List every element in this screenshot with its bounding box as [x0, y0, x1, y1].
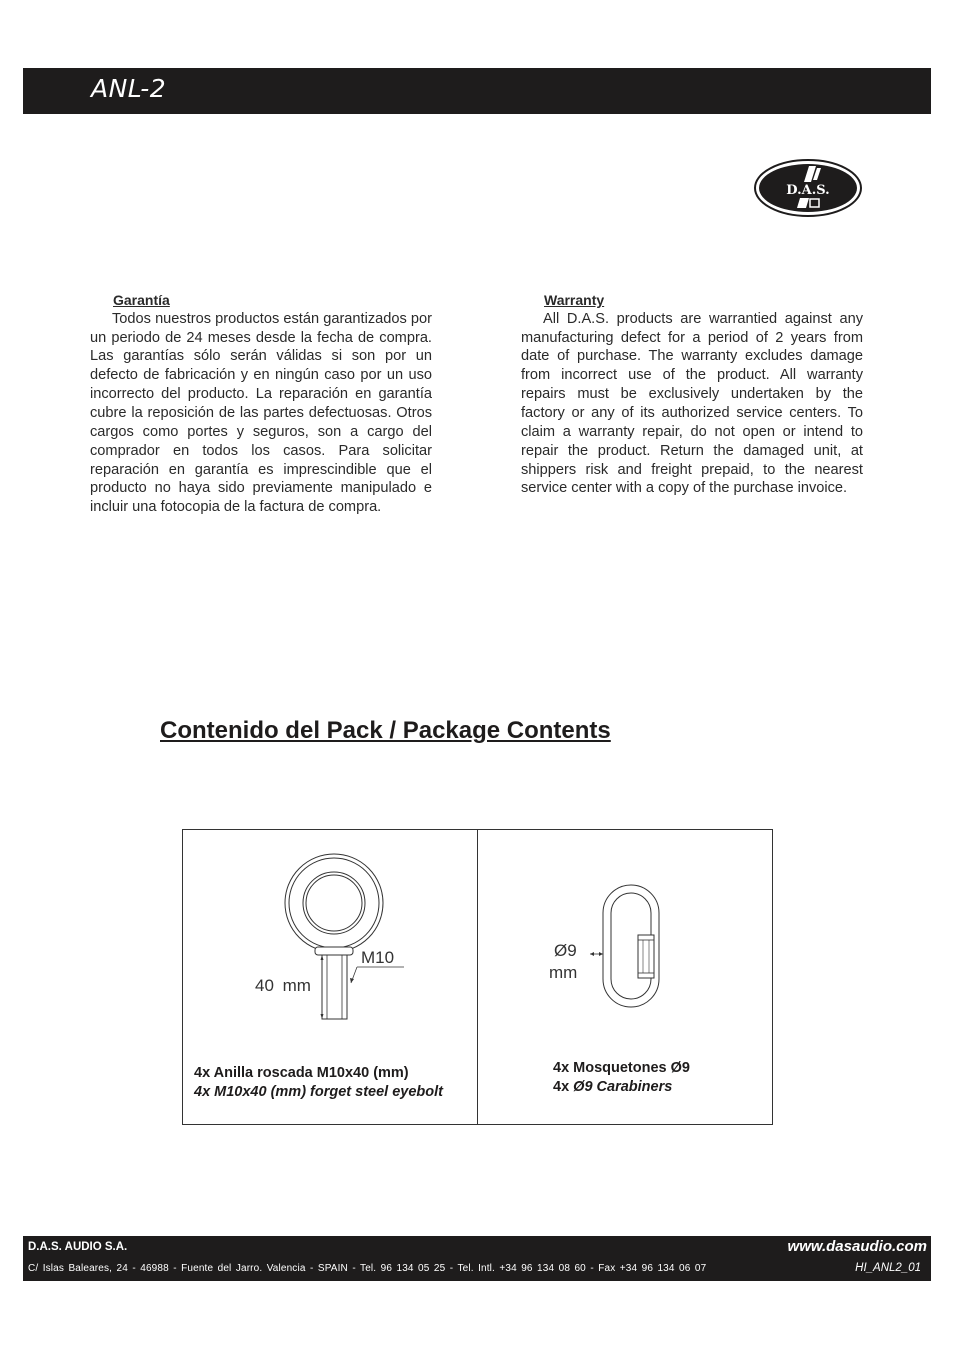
carabiner-drawing — [549, 880, 693, 1020]
length-label: 40 mm — [255, 976, 311, 995]
eyebolt-drawing — [247, 850, 417, 1030]
eyebolt-caption-en: 4x M10x40 (mm) forget steel eyebolt — [194, 1084, 444, 1100]
carabiner-caption — [553, 1059, 690, 1097]
package-contents-box — [182, 829, 773, 1125]
footer-company: D.A.S. AUDIO S.A. — [28, 1241, 128, 1253]
warranty-es-heading: Garantía — [113, 292, 170, 308]
thread-label: M10 — [361, 948, 395, 967]
warranty-es-section — [90, 291, 432, 517]
box-divider — [477, 830, 478, 1124]
logo-text: D.A.S. — [786, 183, 830, 198]
package-contents-title: Contenido del Pack / Package Contents — [160, 717, 611, 744]
page-title: ANL-2 — [91, 74, 167, 103]
warranty-en-section — [521, 291, 863, 498]
carabiner-caption-en — [553, 1078, 690, 1097]
warranty-en-heading: Warranty — [544, 292, 605, 308]
carabiner-caption-es: 4x Mosquetones Ø9 — [553, 1060, 690, 1076]
eyebolt-caption-es: 4x Anilla roscada M10x40 (mm) — [194, 1065, 409, 1081]
footer-website-link[interactable]: www.dasaudio.com — [787, 1238, 927, 1255]
carabiner-caption-en-rest: Ø9 Carabiners — [573, 1079, 673, 1095]
footer-bar — [23, 1236, 931, 1281]
warranty-en-body: All D.A.S. products are warrantied against any manufacturing defect for a period of 2 years from date of purchase. The warranty excludes damage from incorrect use of the product. All warranty repairs must be exclusively undertaken by the factory or any of its authorized service centers. To claim a warranty repair, do not open or intend to repair the product. Return the damaged unit, at shippers risk and freight prepaid, to the nearest service center with a copy of the purchase invoice. — [521, 310, 863, 497]
das-logo — [753, 158, 863, 218]
footer-address: C/ Islas Baleares, 24 - 46988 - Fuente del Jarro. Valencia - SPAIN - Tel. 96 134 05 25 - Tel. Intl. +34 96 134 08 60 - Fax +34 96 134 06 07 — [28, 1263, 707, 1274]
footer-doc-code: HI_ANL2_01 — [855, 1262, 921, 1274]
diameter-unit-label: mm — [549, 963, 578, 982]
carabiner-caption-en-prefix: 4x — [553, 1079, 570, 1095]
header-bar — [23, 68, 931, 114]
eyebolt-caption — [194, 1064, 443, 1102]
warranty-es-body: Todos nuestros productos están garantizados por un periodo de 24 meses desde la fecha de compra. Las garantías sólo serán válidas si son por un defecto de fabricación y en ningún caso por un uso incorrecto del producto. La reparación en garantía cubre la reposición de las partes defectuosas. Otros cargos como portes y seguros, son a cargo del comprador en todos los casos. Para solicitar reparación en garantía es imprescindible que el producto no haya sido previamente manipulado e incluir una fotocopia de la factura de compra. — [90, 310, 432, 516]
diameter-label: Ø9 — [554, 941, 577, 960]
